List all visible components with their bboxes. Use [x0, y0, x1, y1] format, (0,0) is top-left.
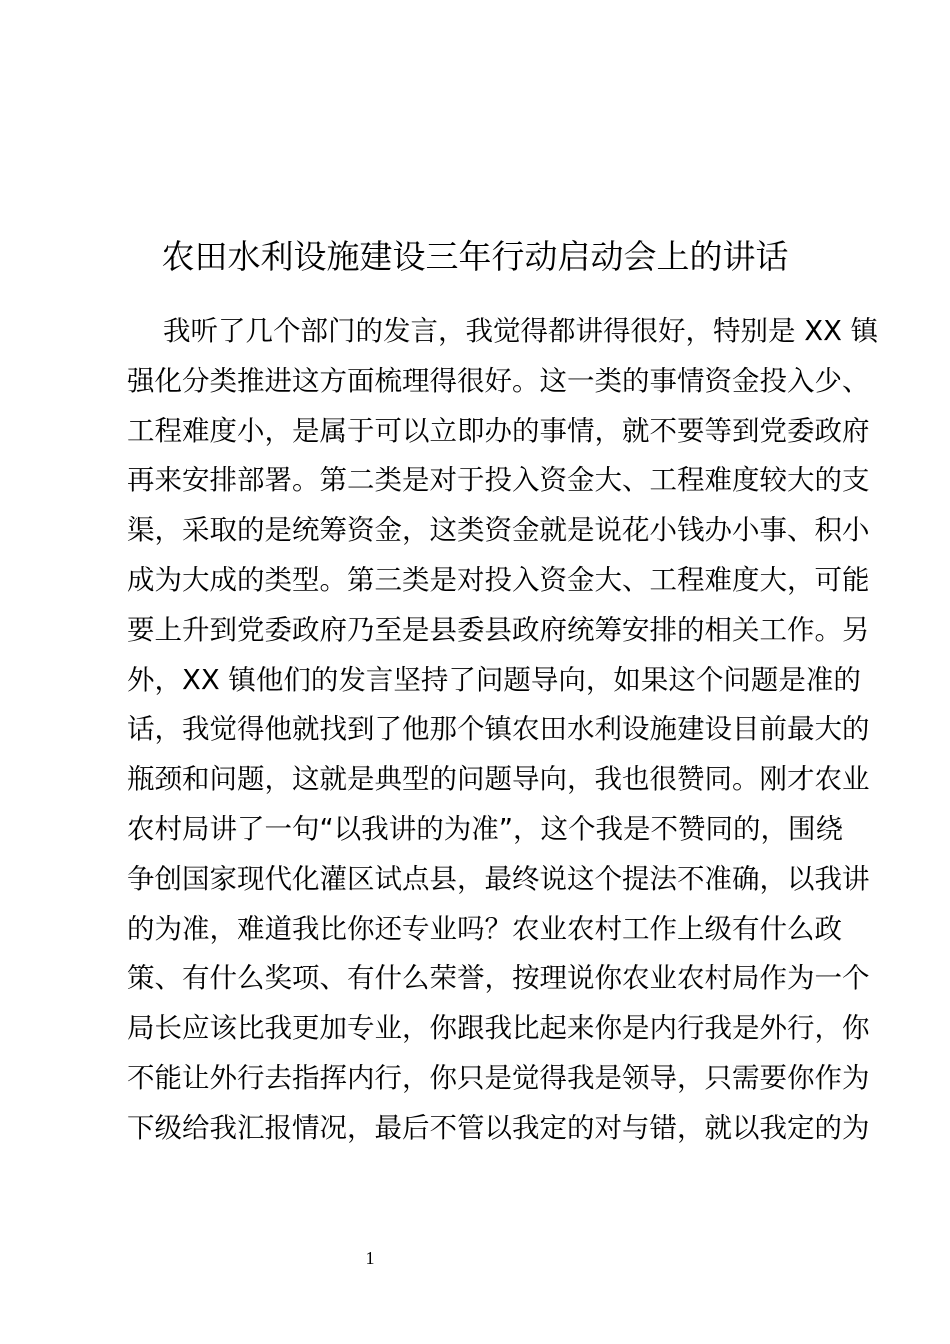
- paragraph-line: 外，XX 镇他们的发言坚持了问题导向，如果这个问题是准的: [127, 663, 861, 696]
- document-title: 农田水利设施建设三年行动启动会上的讲话: [161, 237, 789, 276]
- paragraph-line: 成为大成的类型。第三类是对投入资金大、工程难度大，可能: [127, 563, 870, 596]
- paragraph-line: 局长应该比我更加专业，你跟我比起来你是内行我是外行，你: [127, 1012, 870, 1045]
- paragraph-line: 的为准，难道我比你还专业吗？农业农村工作上级有什么政: [127, 912, 842, 945]
- paragraph-line: 强化分类推进这方面梳理得很好。这一类的事情资金投入少、: [127, 364, 870, 397]
- paragraph-line: 争创国家现代化灌区试点县，最终说这个提法不准确，以我讲: [127, 862, 870, 895]
- paragraph-line: 下级给我汇报情况，最后不管以我定的对与错，就以我定的为: [127, 1111, 870, 1144]
- paragraph-line: 要上升到党委政府乃至是县委县政府统筹安排的相关工作。另: [127, 613, 870, 646]
- paragraph-line: 工程难度小，是属于可以立即办的事情，就不要等到党委政府: [127, 414, 870, 447]
- paragraph-line: 不能让外行去指挥内行，你只是觉得我是领导，只需要你作为: [127, 1061, 870, 1094]
- paragraph-line: 渠，采取的是统筹资金，这类资金就是说花小钱办小事、积小: [127, 514, 870, 547]
- paragraph-line: 瓶颈和问题，这就是典型的问题导向，我也很赞同。刚才农业: [127, 763, 870, 796]
- paragraph-line: 我听了几个部门的发言，我觉得都讲得很好，特别是 XX 镇: [163, 315, 879, 347]
- page-number: 1: [365, 1248, 375, 1268]
- paragraph-line: 再来安排部署。第二类是对于投入资金大、工程难度较大的支: [127, 464, 870, 497]
- paragraph-line: 策、有什么奖项、有什么荣誉，按理说你农业农村局作为一个: [127, 962, 870, 995]
- paragraph-line: 农村局讲了一句“以我讲的为准”，这个我是不赞同的，围绕: [127, 812, 843, 845]
- body-paragraph: [127, 307, 879, 1154]
- paragraph-line: 话，我觉得他就找到了他那个镇农田水利设施建设目前最大的: [127, 713, 870, 746]
